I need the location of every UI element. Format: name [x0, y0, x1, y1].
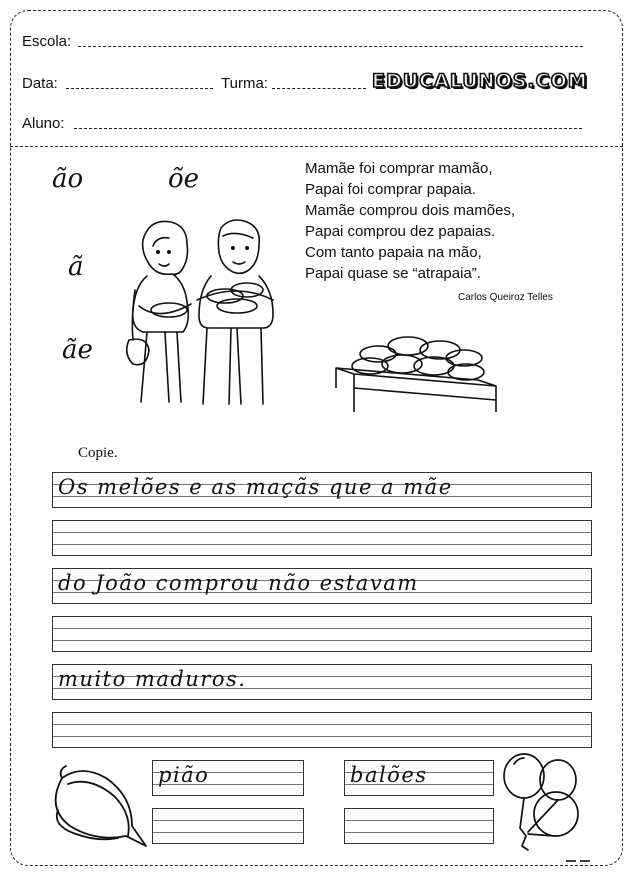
- header-separator: [10, 146, 623, 147]
- poem-line: Papai quase se “atrapaia”.: [305, 265, 481, 282]
- writing-band-empty[interactable]: [52, 520, 592, 556]
- couple-with-papayas-illustration: [125, 210, 285, 405]
- model-sentence-line-3: muito maduros.: [58, 667, 247, 691]
- word-baloes: balões: [350, 763, 428, 787]
- word-piao: pião: [158, 763, 210, 787]
- syllable-ae: ãe: [62, 335, 93, 365]
- turma-label: Turma:: [221, 75, 268, 92]
- poem-author: Carlos Queiroz Telles: [458, 292, 553, 303]
- escola-label: Escola:: [22, 33, 72, 50]
- aluno-field[interactable]: [74, 128, 582, 129]
- corner-dashes: [566, 858, 592, 864]
- data-field[interactable]: [66, 88, 213, 89]
- escola-field[interactable]: [78, 46, 583, 47]
- poem-line: Papai comprou dez papaias.: [305, 223, 496, 240]
- writing-band-empty[interactable]: [52, 712, 592, 748]
- data-label: Data:: [22, 75, 58, 92]
- model-sentence-line-1: Os melões e as maçãs que a mãe: [58, 475, 453, 499]
- writing-band-empty[interactable]: [52, 616, 592, 652]
- papaya-crate-illustration: [330, 328, 502, 416]
- turma-field[interactable]: [272, 88, 366, 89]
- educalunos-logo: EDUCALUNOS.COM: [372, 70, 588, 92]
- writing-band-empty[interactable]: [344, 808, 494, 844]
- poem-line: Com tanto papaia na mão,: [305, 244, 482, 261]
- syllable-ao: ão: [52, 164, 84, 194]
- spinning-top-illustration: [48, 758, 152, 852]
- balloons-illustration: [496, 752, 588, 858]
- poem-line: Mamãe comprou dois mamões,: [305, 202, 516, 219]
- model-sentence-line-2: do João comprou não estavam: [58, 571, 419, 595]
- syllable-a: ã: [68, 252, 84, 282]
- poem-line: Papai foi comprar papaia.: [305, 181, 476, 198]
- poem-block: [305, 158, 515, 284]
- writing-band-empty[interactable]: [152, 808, 304, 844]
- syllable-oe: õe: [168, 164, 200, 194]
- copy-instruction: Copie.: [78, 445, 118, 461]
- aluno-label: Aluno:: [22, 115, 65, 132]
- poem-line: Mamãe foi comprar mamão,: [305, 160, 493, 177]
